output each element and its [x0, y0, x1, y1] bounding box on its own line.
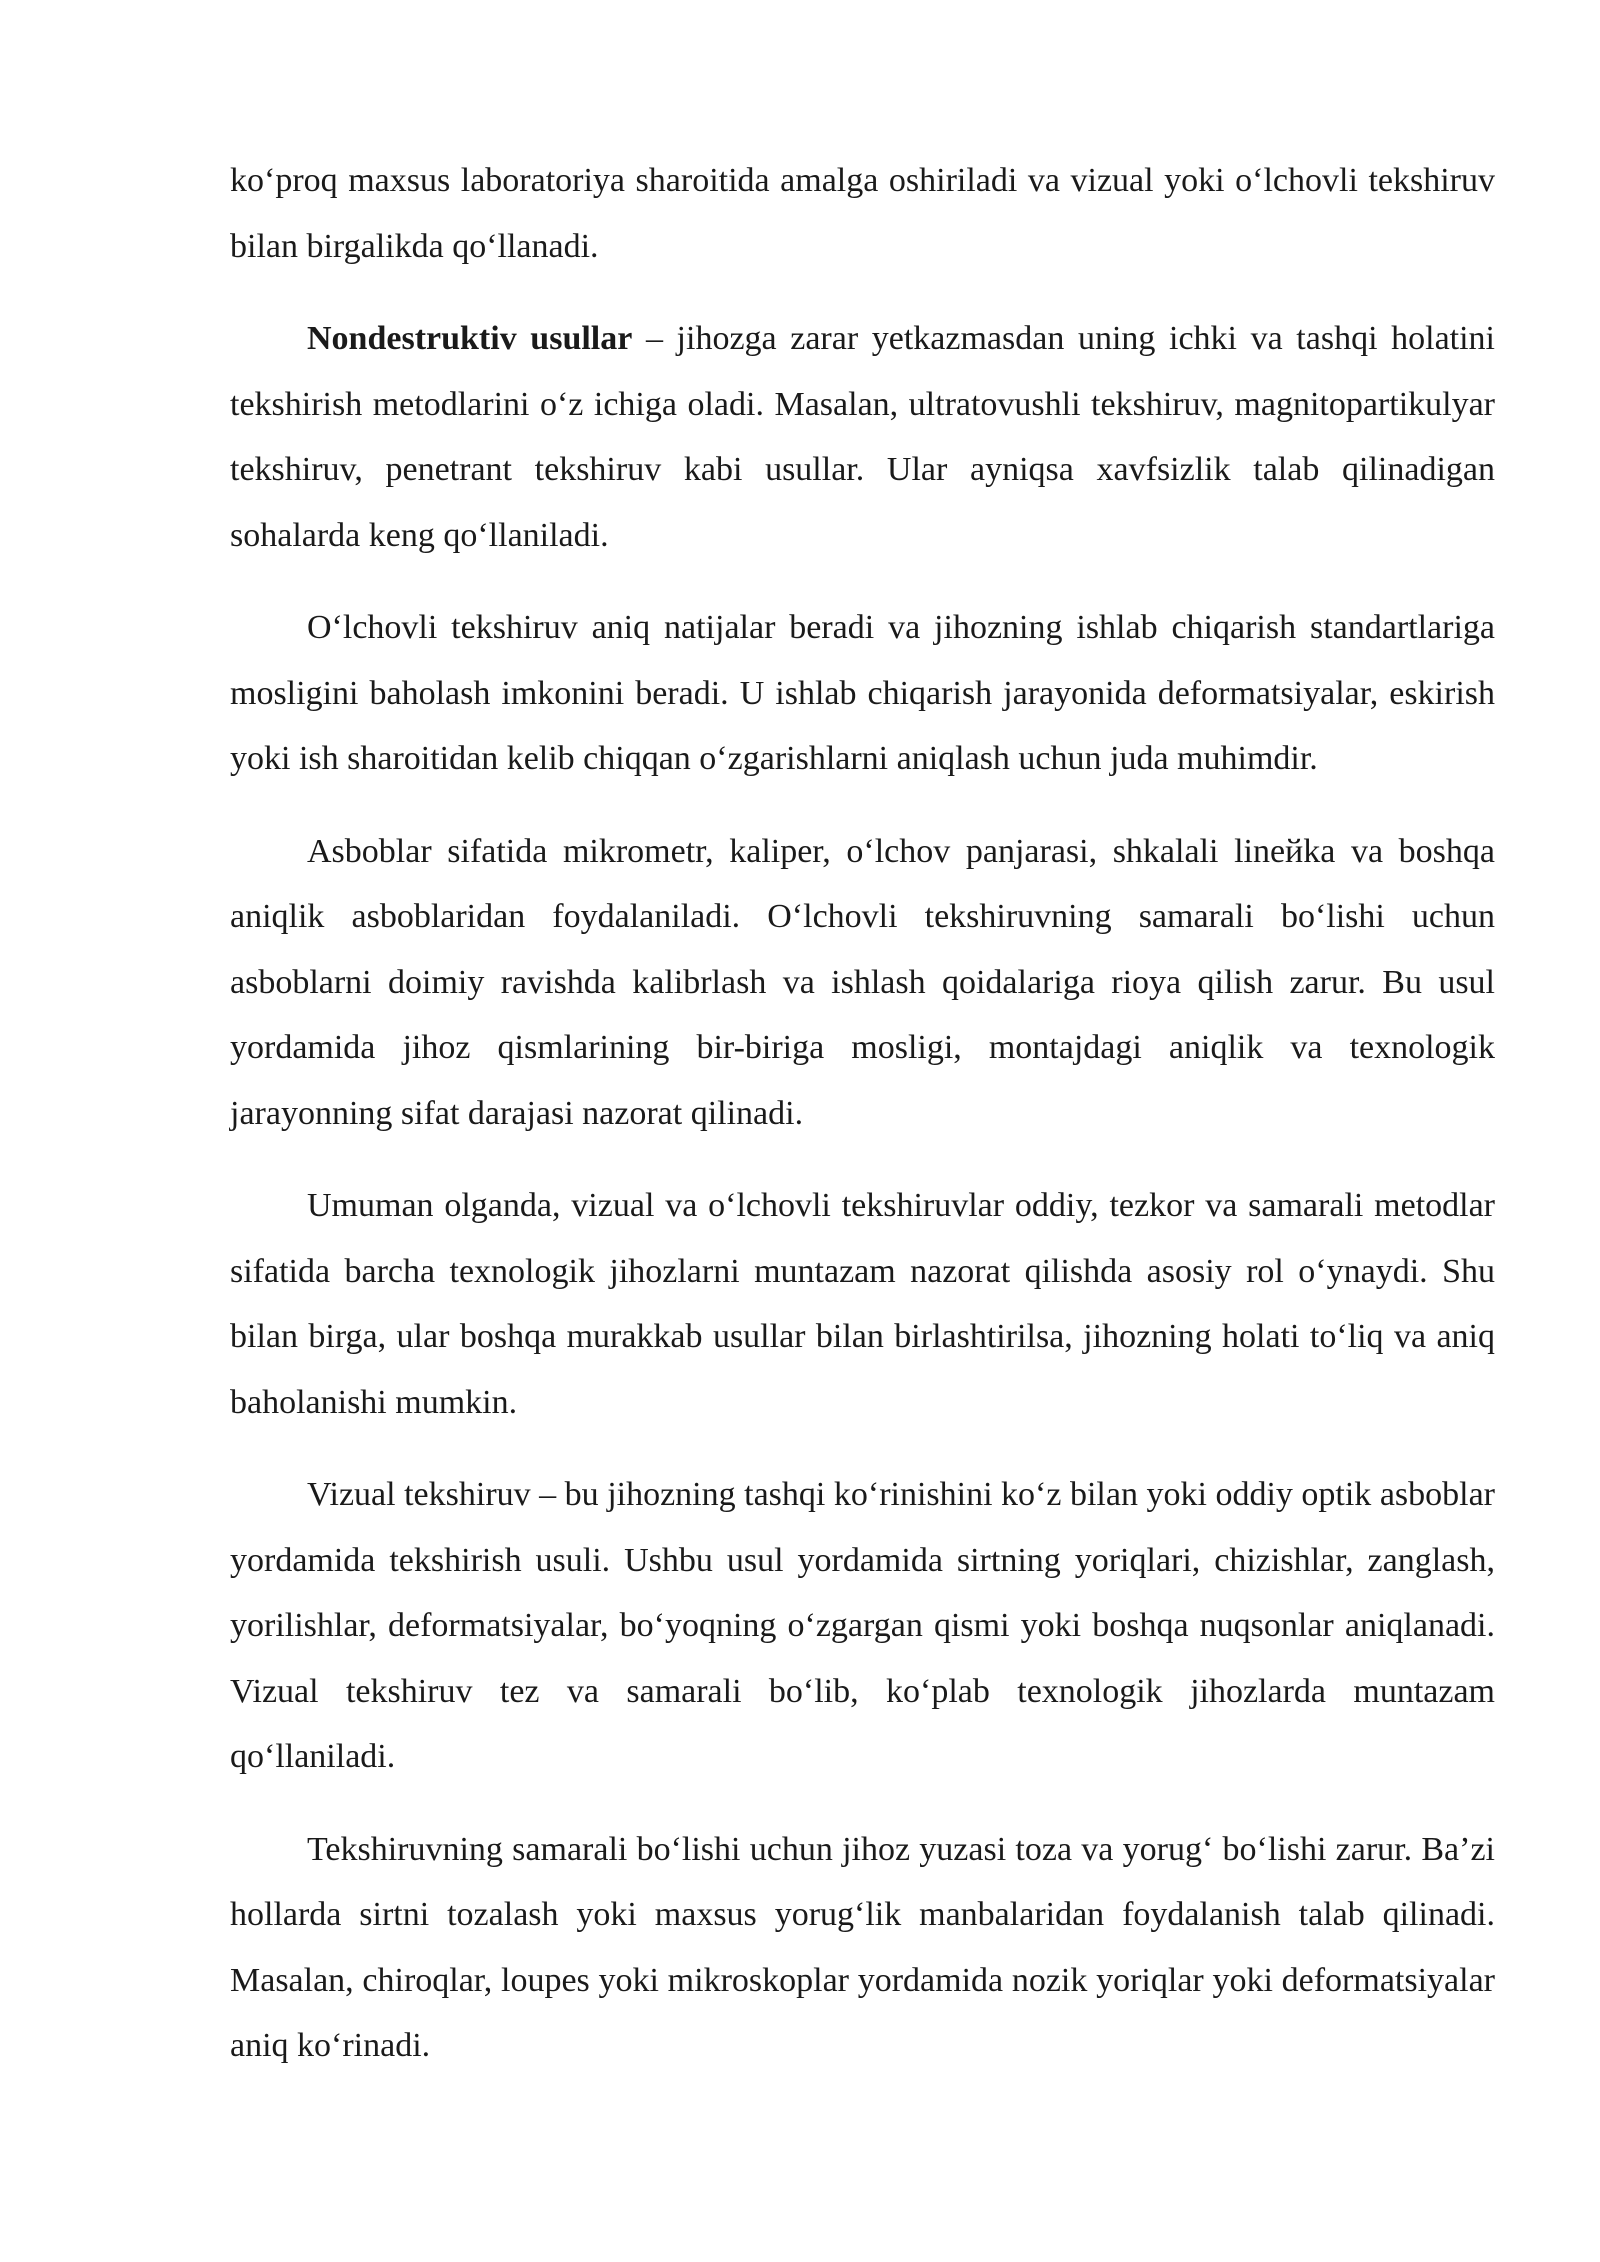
- paragraph-7-text: Tekshiruvning samarali bo‘lishi uchun jihoz yuzasi toza va yorug‘ bo‘lishi zarur. Ba’zi hollarda sirtni tozalash yoki maxsus yorug‘lik manbalaridan foydalanish talab qilinadi. Masalan, chiroqlar, loupes yoki mikroskoplar yordamida nozik yoriqlar yoki deformatsiyalar aniq ko‘rinadi.: [230, 1830, 1495, 2064]
- paragraph-3-text: O‘lchovli tekshiruv aniq natijalar beradi va jihozning ishlab chiqarish standartlariga mosligini baholash imkonini beradi. U ishlab chiqarish jarayonida deformatsiyalar, eskirish yoki ish sharoitidan kelib chiqqan o‘zgarishlarni aniqlash uchun juda muhimdir.: [230, 609, 1495, 777]
- paragraph-1: [230, 148, 1495, 279]
- paragraph-6-text: Vizual tekshiruv – bu jihozning tashqi ko‘rinishini ko‘z bilan yoki oddiy optik asboblar yordamida tekshirish usuli. Ushbu usul yordamida sirtning yoriqlari, chizishlar, zanglash, yorilishlar, deformatsiyalar, bo‘yoqning o‘zgargan qismi yoki boshqa nuqsonlar aniqlanadi. Vizual tekshiruv tez va samarali bo‘lib, ko‘plab texnologik jihozlarda muntazam qo‘llaniladi.: [230, 1476, 1495, 1775]
- paragraph-3: [230, 595, 1495, 792]
- paragraph-5-text: Umuman olganda, vizual va o‘lchovli tekshiruvlar oddiy, tezkor va samarali metodlar sifatida barcha texnologik jihozlarni muntazam nazorat qilishda asosiy rol o‘ynaydi. Shu bilan birga, ular boshqa murakkab usullar bilan birlashtirilsa, jihozning holati to‘liq va aniq baholanishi mumkin.: [230, 1187, 1495, 1421]
- paragraph-2-text: – jihozga zarar yetkazmasdan uning ichki va tashqi holatini tekshirish metodlarini o‘z ichiga oladi. Masalan, ultratovushli tekshiruv, magnitopartikulyar tekshiruv, penetrant tekshiruv kabi usullar. Ular ayniqsa xavfsizlik talab qilinadigan sohalarda keng qo‘llaniladi.: [230, 320, 1495, 554]
- paragraph-7: [230, 1817, 1495, 2079]
- paragraph-4: [230, 819, 1495, 1147]
- paragraph-5: [230, 1173, 1495, 1435]
- document-body: [230, 148, 1495, 2106]
- paragraph-2: [230, 306, 1495, 568]
- paragraph-2-bold-lead: Nondestruktiv usullar: [307, 320, 633, 357]
- paragraph-6: [230, 1462, 1495, 1790]
- paragraph-4-text: Asboblar sifatida mikrometr, kaliper, o‘lchov panjarasi, shkalali linейka va boshqa aniqlik asboblaridan foydalaniladi. O‘lchovli tekshiruvning samarali bo‘lishi uchun asboblarni doimiy ravishda kalibrlash va ishlash qoidalariga rioya qilish zarur. Bu usul yordamida jihoz qismlarining bir-biriga mosligi, montajdagi aniqlik va texnologik jarayonning sifat darajasi nazorat qilinadi.: [230, 832, 1495, 1132]
- paragraph-1-text: ko‘proq maxsus laboratoriya sharoitida amalga oshiriladi va vizual yoki o‘lchovli tekshiruv bilan birgalikda qo‘llanadi.: [230, 162, 1495, 265]
